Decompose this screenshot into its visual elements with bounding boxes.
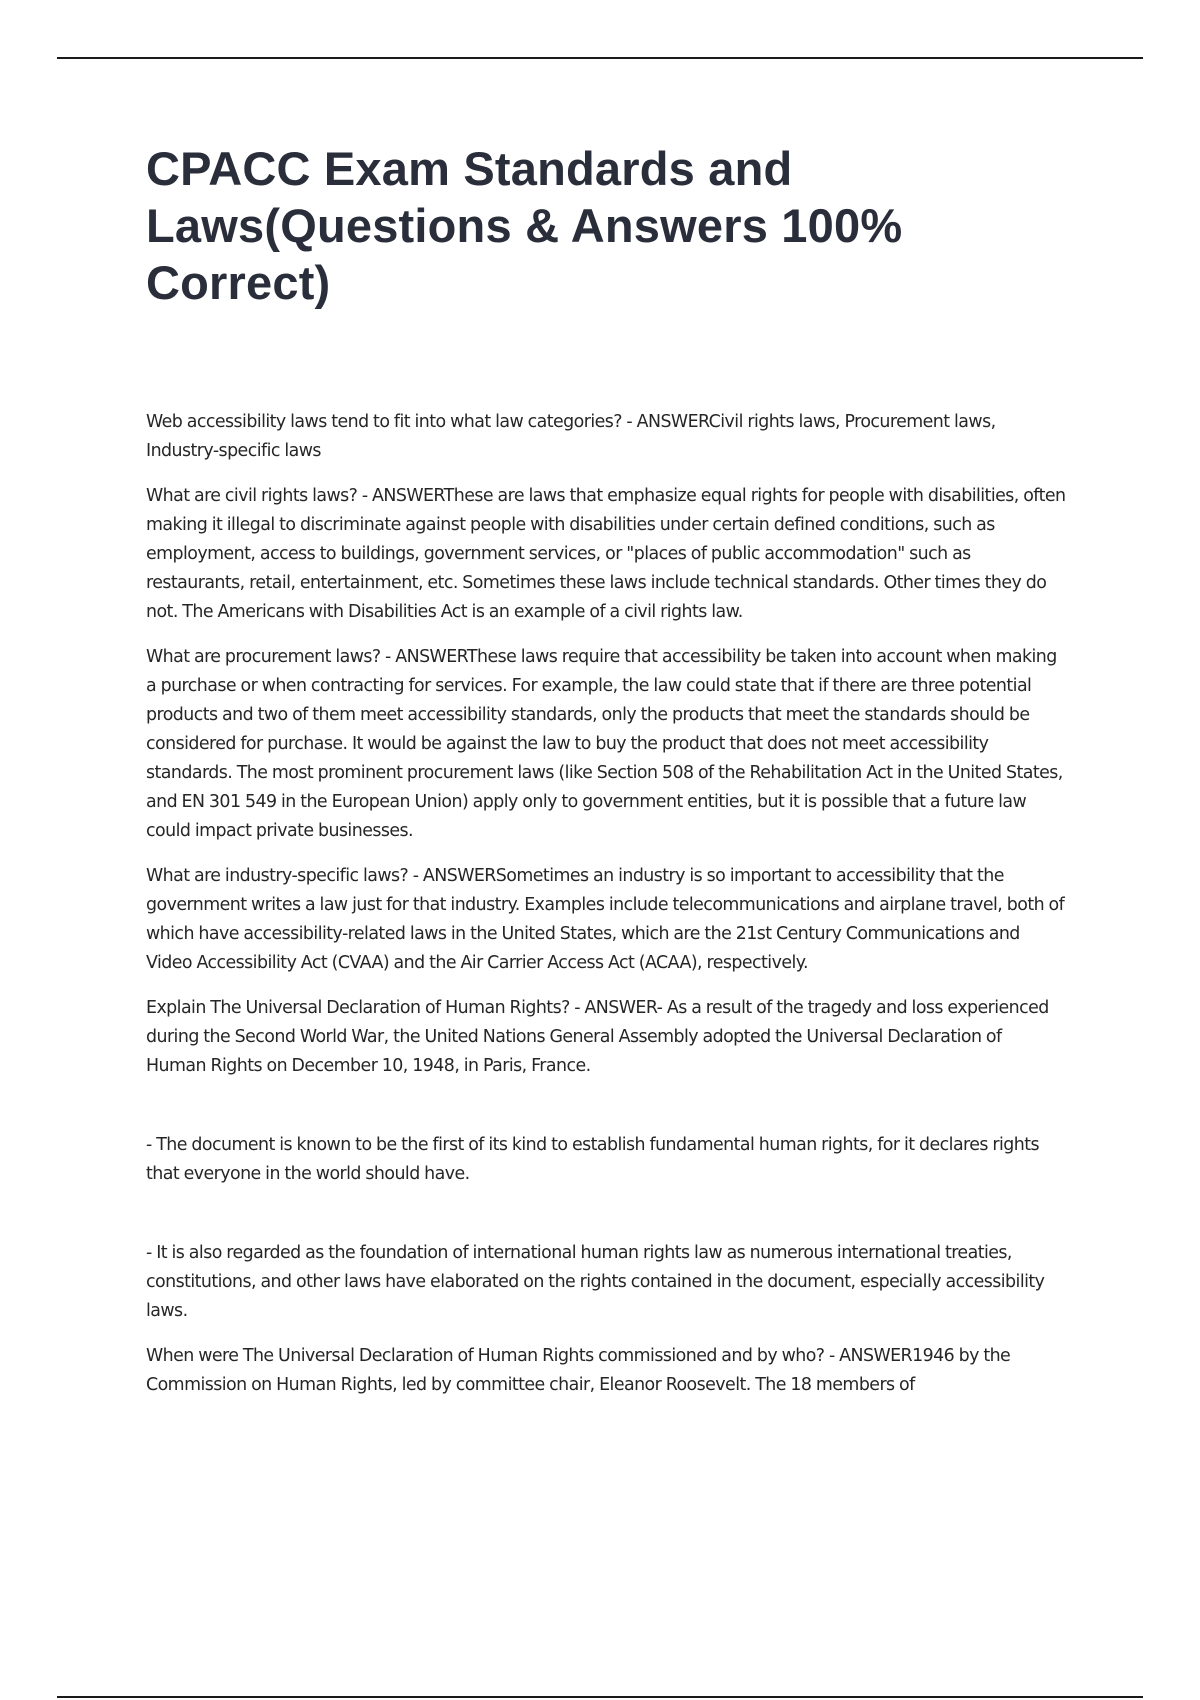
- qa-paragraph-civil-rights: What are civil rights laws? - ANSWERThese are laws that emphasize equal rights for people with disabilities, often making it illegal to discriminate against people with disabilities under certain defined conditions, such as employment, access to buildings, government services, or "places of public accommodation" such as restaurants, retail, entertainment, etc. Sometimes these laws include technical standards. Other times they do not. The Americans with Disabilities Act is an example of a civil rights law.: [146, 486, 1066, 622]
- qa-paragraph-procurement: What are procurement laws? - ANSWERThese laws require that accessibility be taken into account when making a purchase or when contracting for services. For example, the law could state that if there are three potential products and two of them meet accessibility standards, only the products that meet the standards should be considered for purchase. It would be against the law to buy the product that does not meet accessibility standards. The most prominent procurement laws (like Section 508 of the Rehabilitation Act in the United States, and EN 301 549 in the European Union) apply only to government entities, but it is possible that a future law could impact private businesses.: [146, 647, 1063, 841]
- document-body: [146, 140, 1066, 1416]
- qa-paragraph-categories: Web accessibility laws tend to fit into what law categories? - ANSWERCivil rights laws, Procurement laws, Industry-specific laws: [146, 412, 996, 461]
- qa-paragraph-udhr-point-2: - It is also regarded as the foundation of international human rights law as numerous international treaties, constitutions, and other laws have elaborated on the rights contained in the document, especially accessibility laws.: [146, 1243, 1045, 1321]
- top-rule: [57, 57, 1143, 59]
- qa-paragraph-udhr-point-1: - The document is known to be the first of its kind to establish fundamental human rights, for it declares rights that everyone in the world should have.: [146, 1135, 1040, 1184]
- qa-paragraph-industry-specific: What are industry-specific laws? - ANSWERSometimes an industry is so important to accessibility that the government writes a law just for that industry. Examples include telecommunications and airplane travel, both of which have accessibility-related laws in the United States, which are the 21st Century Communications and Video Accessibility Act (CVAA) and the Air Carrier Access Act (ACAA), respectively.: [146, 866, 1065, 973]
- qa-paragraph-udhr-commission: When were The Universal Declaration of Human Rights commissioned and by who? - ANSWER1946 by the Commission on Human Rights, led by committee chair, Eleanor Roosevelt. The 18 members of: [146, 1346, 1011, 1395]
- qa-paragraph-udhr: Explain The Universal Declaration of Human Rights? - ANSWER- As a result of the tragedy and loss experienced during the Second World War, the United Nations General Assembly adopted the Universal Declaration of Human Rights on December 10, 1948, in Paris, France.: [146, 998, 1049, 1076]
- document-title: CPACC Exam Standards and Laws(Questions & Answers 100% Correct): [146, 142, 903, 309]
- qa-list: [146, 408, 1066, 1400]
- bottom-rule: [57, 1696, 1143, 1698]
